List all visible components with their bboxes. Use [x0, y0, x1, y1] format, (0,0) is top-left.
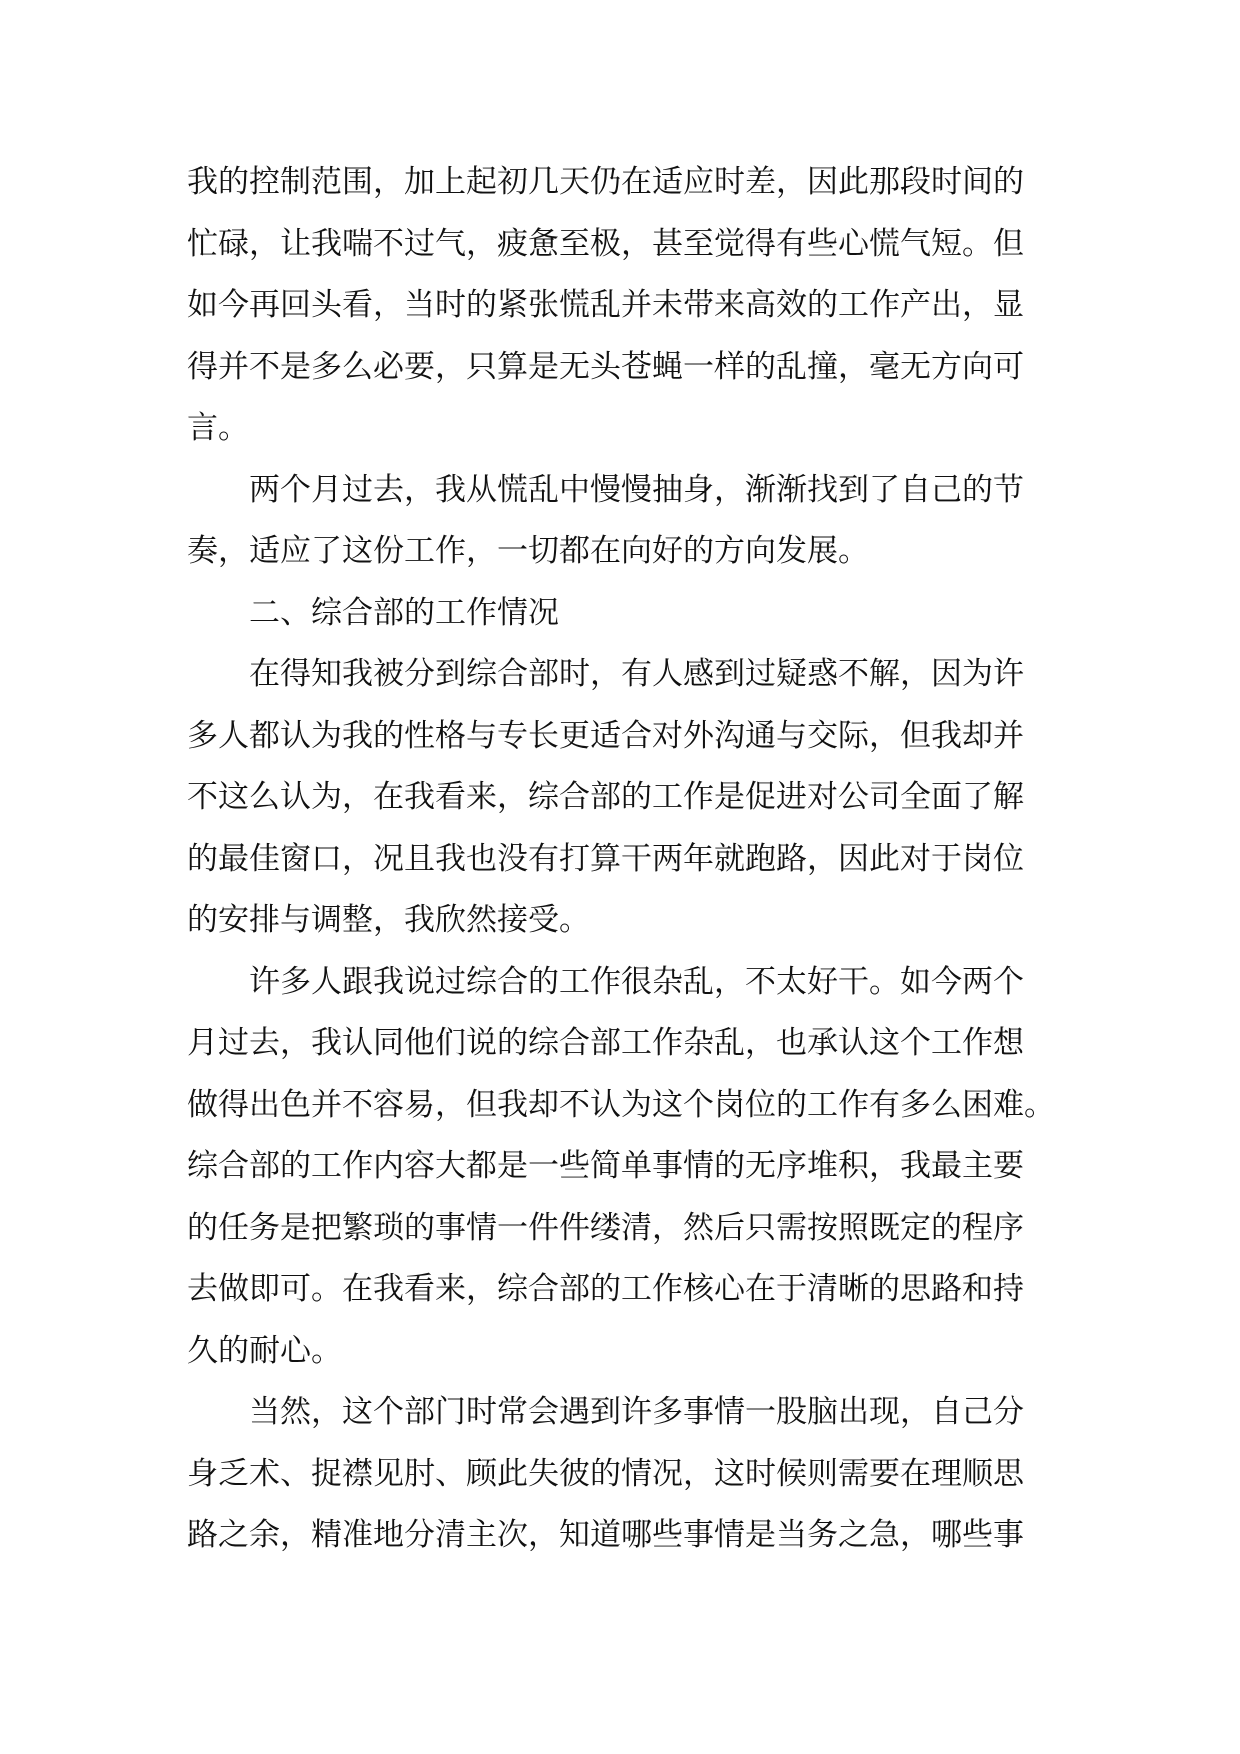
text-line: 不这么认为，在我看来，综合部的工作是促进对公司全面了解 — [187, 779, 1024, 815]
text-line: 言。 — [187, 410, 249, 446]
text-line: 在得知我被分到综合部时，有人感到过疑惑不解，因为许 — [249, 656, 1024, 692]
text-line: 身乏术、捉襟见肘、顾此失彼的情况，这时候则需要在理顺思 — [187, 1455, 1024, 1492]
text-line: 忙碌，让我喘不过气，疲惫至极，甚至觉得有些心慌气短。但 — [187, 225, 1024, 262]
text-line: 的最佳窗口，况且我也没有打算干两年就跑路，因此对于岗位 — [187, 840, 1024, 877]
text-line: 的任务是把繁琐的事情一件件缕清，然后只需按照既定的程序 — [187, 1209, 1024, 1246]
paragraph-priorities — [187, 1382, 1077, 1567]
text-line: 如今再回头看，当时的紧张慌乱并未带来高效的工作产出，显 — [187, 287, 1024, 323]
text-line: 得并不是多么必要，只算是无头苍蝇一样的乱撞，毫无方向可 — [187, 348, 1024, 385]
paragraph-work-nature — [187, 952, 1077, 1383]
document-body — [187, 152, 1077, 1567]
text-line: 做得出色并不容易，但我却不认为这个岗位的工作有多么困难。 — [187, 1086, 1055, 1123]
paragraph-assignment — [187, 644, 1077, 952]
section-heading — [187, 583, 1077, 645]
text-line: 去做即可。在我看来，综合部的工作核心在于清晰的思路和持 — [187, 1271, 1024, 1307]
text-line: 奏，适应了这份工作，一切都在向好的方向发展。 — [187, 533, 869, 569]
text-line: 我的控制范围，加上起初几天仍在适应时差，因此那段时间的 — [187, 164, 1024, 200]
paragraph-continued — [187, 152, 1077, 460]
text-line: 当然，这个部门时常会遇到许多事情一股脑出现，自己分 — [249, 1394, 1024, 1430]
section-heading-text: 二、综合部的工作情况 — [249, 594, 559, 631]
paragraph-two-months — [187, 460, 1077, 583]
text-line: 久的耐心。 — [187, 1332, 342, 1369]
text-line: 路之余，精准地分清主次，知道哪些事情是当务之急，哪些事 — [187, 1517, 1024, 1553]
text-line: 许多人跟我说过综合的工作很杂乱，不太好干。如今两个 — [249, 963, 1024, 1000]
text-line: 两个月过去，我从慌乱中慢慢抽身，渐渐找到了自己的节 — [249, 471, 1024, 508]
text-line: 月过去，我认同他们说的综合部工作杂乱，也承认这个工作想 — [187, 1025, 1024, 1061]
text-line: 多人都认为我的性格与专长更适合对外沟通与交际，但我却并 — [187, 717, 1024, 754]
text-line: 的安排与调整，我欣然接受。 — [187, 902, 590, 938]
text-line: 综合部的工作内容大都是一些简单事情的无序堆积，我最主要 — [187, 1148, 1024, 1184]
